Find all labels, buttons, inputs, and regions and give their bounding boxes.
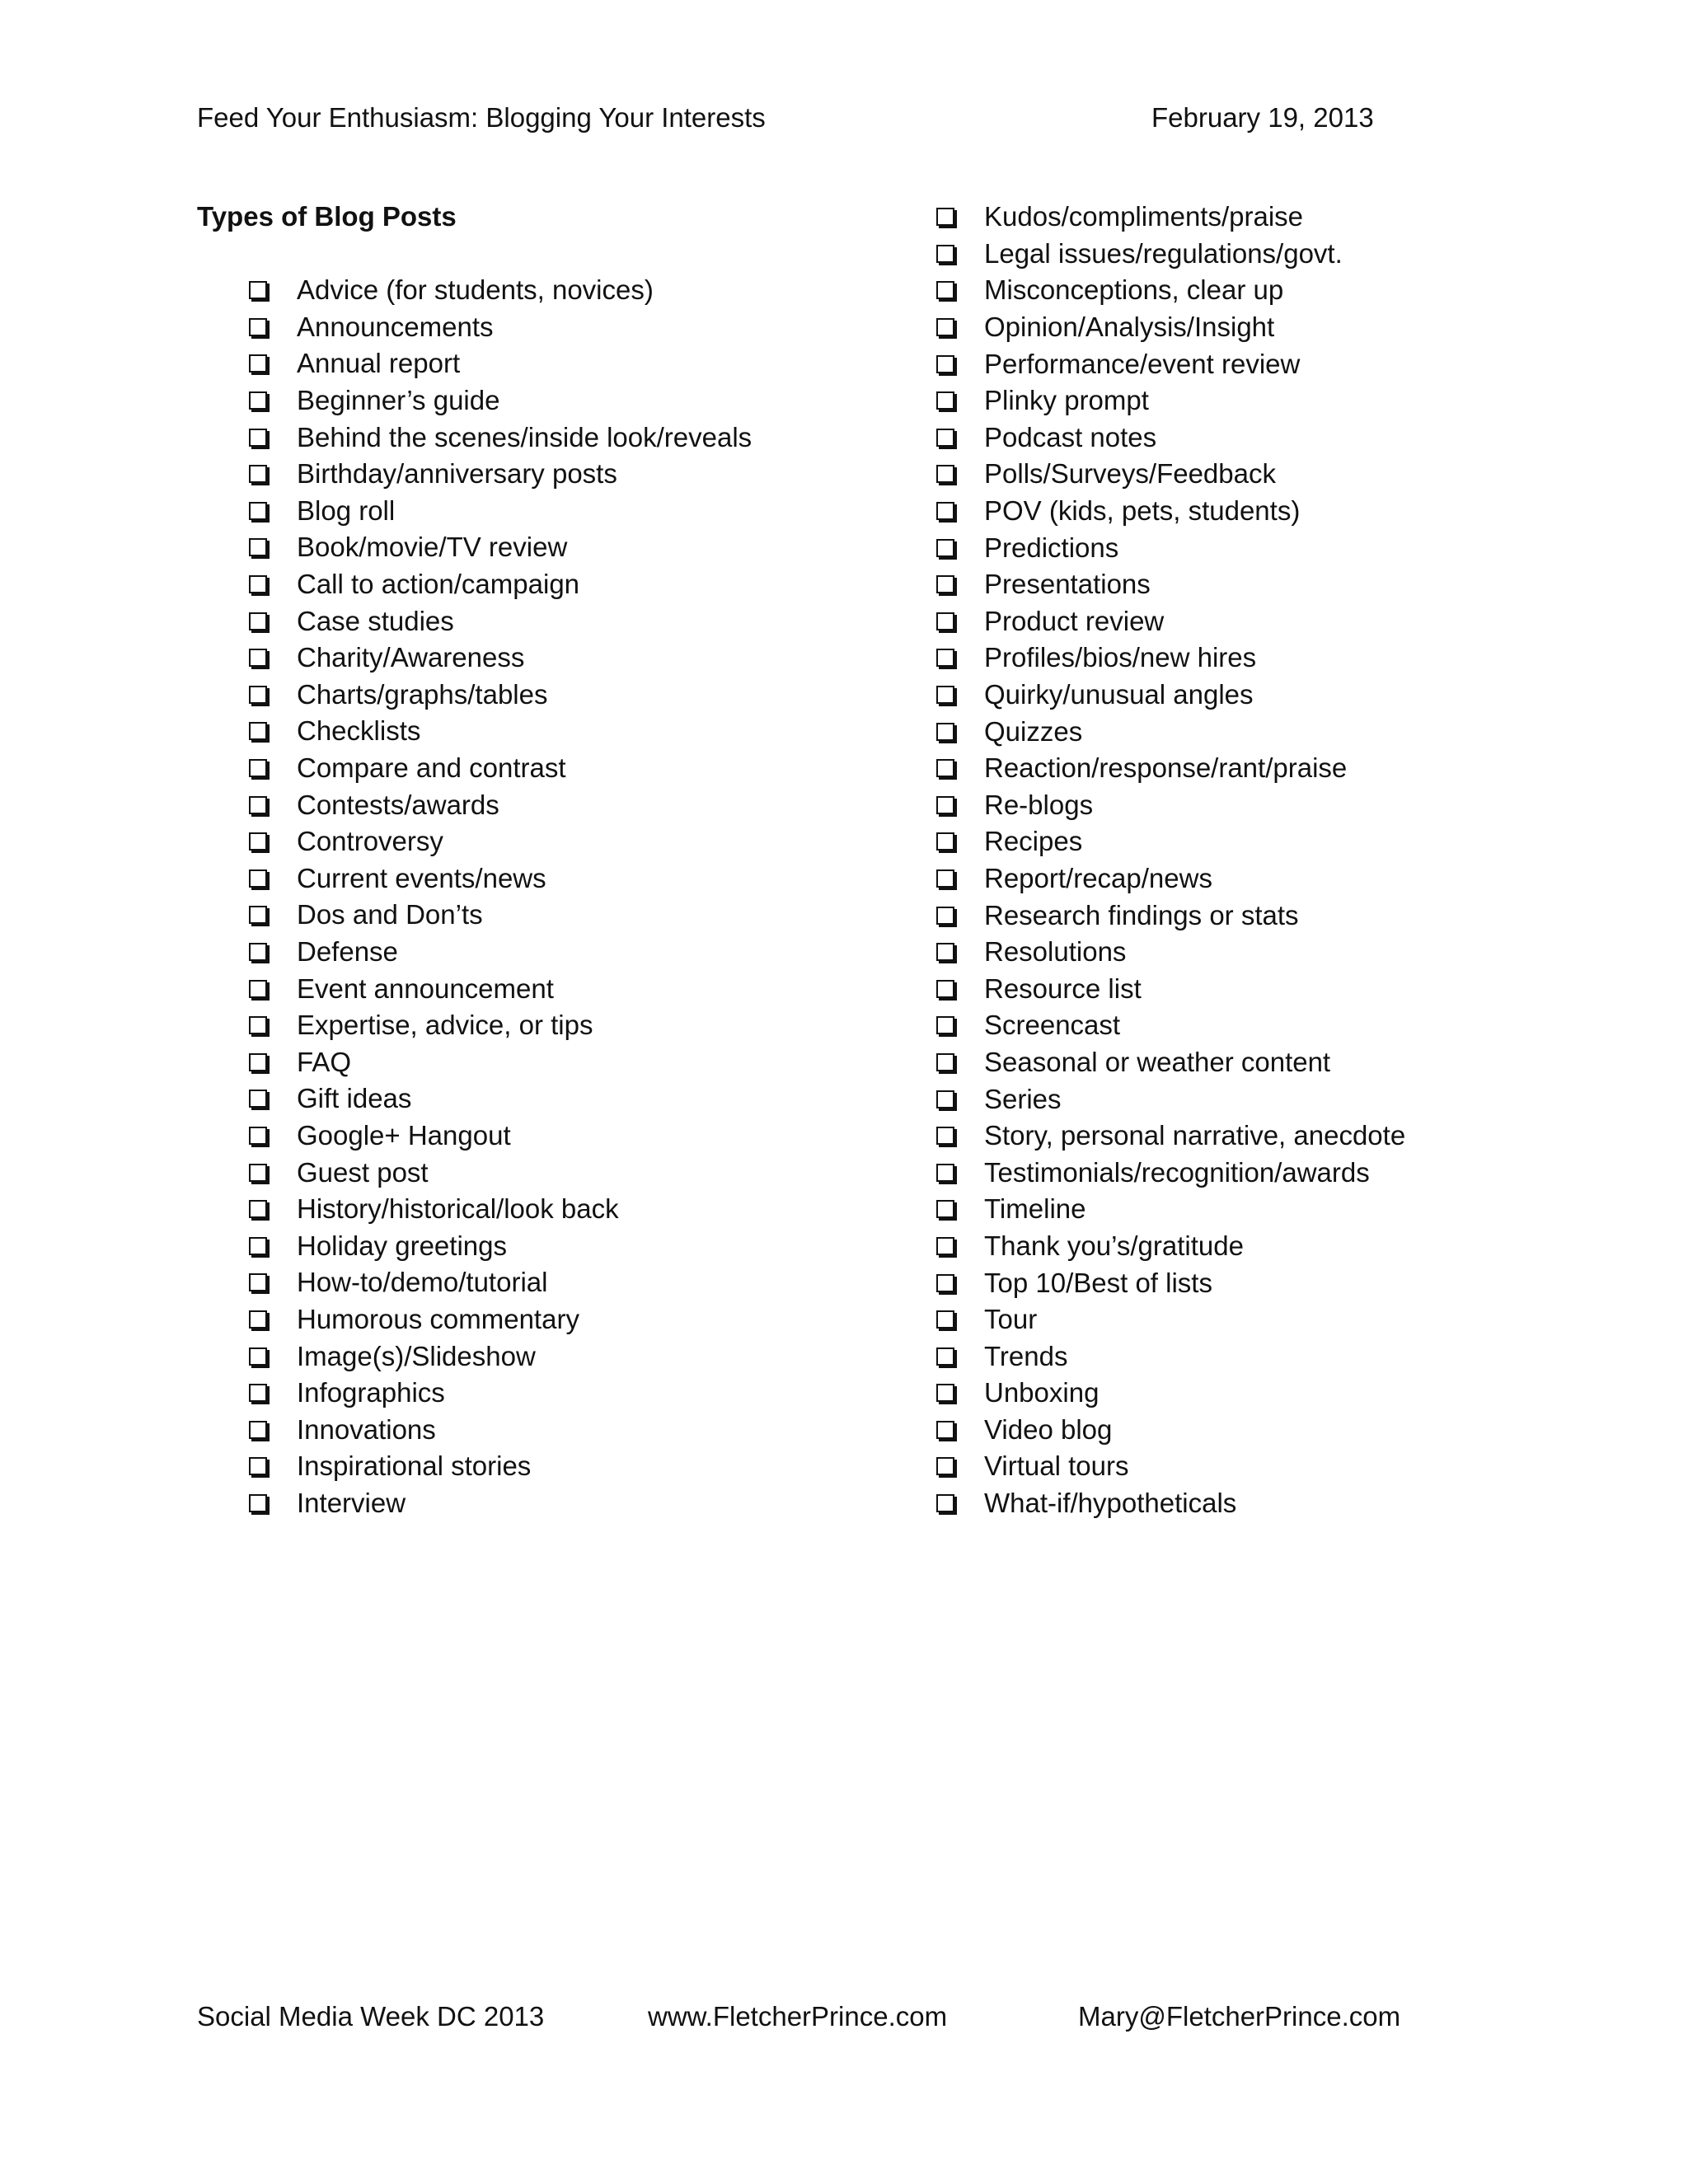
checklist-item-label: Presentations [984, 569, 1151, 600]
checklist-item-label: Series [984, 1083, 1062, 1114]
checklist-item [935, 640, 1405, 677]
checklist-item-label: Dos and Don’ts [297, 899, 483, 930]
checklist-item [247, 750, 752, 787]
checkbox-icon[interactable] [936, 1016, 954, 1034]
checklist-item [935, 970, 1405, 1007]
checklist-item-label: Charity/Awareness [297, 642, 525, 673]
checklist-item-label: Profiles/bios/new hires [984, 642, 1257, 673]
checklist-item-label: Thank you’s/gratitude [984, 1230, 1244, 1261]
checklist-right-column [935, 199, 1405, 1521]
checkbox-icon[interactable] [936, 281, 954, 299]
checklist-item-label: Charts/graphs/tables [297, 678, 548, 710]
checkbox-icon[interactable] [249, 980, 267, 998]
checklist-item-label: Polls/Surveys/Feedback [984, 458, 1276, 490]
checkbox-icon[interactable] [249, 1164, 267, 1182]
checklist-item [247, 1264, 752, 1301]
checklist-item-label: Quizzes [984, 715, 1083, 747]
checklist-item [247, 640, 752, 677]
checklist-item-label: Compare and contrast [297, 752, 566, 784]
checkbox-icon[interactable] [249, 1494, 267, 1512]
checklist-item [247, 1118, 752, 1155]
checkbox-icon[interactable] [936, 1200, 954, 1218]
checklist-item-label: History/historical/look back [297, 1193, 619, 1225]
checklist-item-label: Timeline [984, 1193, 1086, 1225]
checkbox-icon[interactable] [936, 1347, 954, 1366]
checklist-item [935, 493, 1405, 530]
checklist-item-label: Current events/news [297, 862, 546, 893]
checkbox-icon[interactable] [249, 796, 267, 814]
checklist-item-label: Infographics [297, 1377, 445, 1408]
checklist-item-label: Innovations [297, 1413, 436, 1445]
checklist-item-label: Misconceptions, clear up [984, 274, 1284, 306]
checklist-item [247, 823, 752, 860]
checklist-item-label: Unboxing [984, 1377, 1100, 1408]
checklist-item-label: POV (kids, pets, students) [984, 495, 1301, 527]
checklist-item [935, 860, 1405, 898]
checklist-item-label: Gift ideas [297, 1083, 412, 1114]
checklist-item-label: Behind the scenes/inside look/reveals [297, 421, 753, 452]
checklist-item [247, 934, 752, 971]
checklist-item [935, 309, 1405, 346]
checklist-item [935, 1007, 1405, 1044]
checklist-item-label: Blog roll [297, 494, 396, 526]
checkbox-icon[interactable] [936, 539, 954, 557]
checkbox-icon[interactable] [249, 538, 267, 556]
checklist-item [935, 1338, 1405, 1375]
checkbox-icon[interactable] [249, 502, 267, 520]
checklist-item-label: Resolutions [984, 936, 1127, 968]
checklist-item [247, 566, 752, 603]
document-date: February 19, 2013 [1151, 102, 1374, 133]
checklist-item-label: Birthday/anniversary posts [297, 458, 617, 490]
checkbox-icon[interactable] [249, 612, 267, 630]
checklist-item [935, 897, 1405, 934]
section-heading: Types of Blog Posts [197, 201, 457, 232]
checklist-item-label: What-if/hypotheticals [984, 1488, 1237, 1519]
checkbox-icon[interactable] [936, 391, 954, 410]
checklist-item [935, 1118, 1405, 1155]
checkbox-icon[interactable] [249, 1200, 267, 1218]
checkbox-icon[interactable] [249, 869, 267, 888]
checklist-item [935, 1301, 1405, 1338]
checkbox-icon[interactable] [249, 686, 267, 704]
checklist-item-label: Interview [297, 1487, 406, 1518]
checkbox-icon[interactable] [936, 1421, 954, 1439]
checklist-item [935, 1375, 1405, 1412]
checklist-item-label: Testimonials/recognition/awards [984, 1156, 1370, 1188]
checkbox-icon[interactable] [249, 354, 267, 373]
checklist-item [247, 493, 752, 530]
checkbox-icon[interactable] [936, 907, 954, 925]
checkbox-icon[interactable] [936, 832, 954, 851]
checklist-item-label: Annual report [297, 348, 461, 379]
checklist-item [935, 1228, 1405, 1265]
checklist-item-label: Advice (for students, novices) [297, 274, 654, 306]
checklist-item [935, 603, 1405, 640]
checkbox-icon[interactable] [249, 1347, 267, 1366]
checklist-item-label: Case studies [297, 605, 454, 636]
checkbox-icon[interactable] [936, 1053, 954, 1071]
checklist-item [247, 1080, 752, 1118]
checklist-item [247, 1375, 752, 1412]
checklist-item-label: FAQ [297, 1046, 352, 1077]
checkbox-icon[interactable] [936, 796, 954, 814]
checklist-left-column [247, 272, 752, 1521]
checklist-item-label: Report/recap/news [984, 862, 1212, 893]
checklist-item-label: Video blog [984, 1413, 1113, 1445]
checklist-item [247, 1485, 752, 1522]
checklist-item [247, 602, 752, 640]
checklist-item-label: Predictions [984, 532, 1119, 563]
checklist-item [935, 934, 1405, 971]
checklist-item-label: Performance/event review [984, 348, 1301, 379]
checklist-item [935, 1154, 1405, 1191]
checkbox-icon[interactable] [936, 943, 954, 961]
checkbox-icon[interactable] [936, 723, 954, 741]
checklist-item-label: Plinky prompt [984, 385, 1149, 416]
checklist-item-label: Story, personal narrative, anecdote [984, 1120, 1406, 1151]
checkbox-icon[interactable] [249, 906, 267, 924]
checkbox-icon[interactable] [936, 1384, 954, 1402]
checklist-item-label: Beginner’s guide [297, 385, 500, 416]
checklist-item-label: Checklists [297, 715, 421, 747]
checklist-item-label: Legal issues/regulations/govt. [984, 237, 1343, 269]
checklist-item [247, 1154, 752, 1191]
checklist-item-label: Reaction/response/rant/praise [984, 752, 1348, 784]
checklist-item [935, 199, 1405, 236]
checkbox-icon[interactable] [249, 1127, 267, 1145]
checklist-item [935, 456, 1405, 493]
checklist-item [247, 786, 752, 823]
checklist-item [935, 713, 1405, 750]
checklist-item [935, 382, 1405, 419]
checklist-item-label: Guest post [297, 1156, 429, 1188]
checklist-item [247, 1227, 752, 1264]
checklist-item-label: Announcements [297, 311, 494, 342]
checkbox-icon[interactable] [936, 1457, 954, 1475]
checklist-item-label: Book/movie/TV review [297, 532, 568, 563]
checklist-item [935, 1448, 1405, 1485]
checklist-item [935, 1191, 1405, 1228]
checkbox-icon[interactable] [936, 502, 954, 520]
checkbox-icon[interactable] [936, 686, 954, 704]
checklist-item-label: Product review [984, 605, 1165, 636]
checklist-item [247, 345, 752, 382]
checklist-item [935, 677, 1405, 714]
checkbox-icon[interactable] [249, 429, 267, 447]
checklist-item [247, 677, 752, 714]
checklist-item [935, 1044, 1405, 1081]
checklist-item [247, 897, 752, 934]
checkbox-icon[interactable] [936, 980, 954, 998]
checklist-item [935, 1080, 1405, 1118]
checklist-item [247, 456, 752, 493]
checklist-item-label: Screencast [984, 1010, 1121, 1041]
checklist-item-label: How-to/demo/tutorial [297, 1267, 548, 1298]
checklist-item-label: Call to action/campaign [297, 569, 580, 600]
checklist-item [935, 529, 1405, 566]
checklist-item [935, 1264, 1405, 1301]
checkbox-icon[interactable] [936, 1237, 954, 1255]
checkbox-icon[interactable] [249, 465, 267, 483]
checklist-item [247, 309, 752, 346]
checkbox-icon[interactable] [936, 1090, 954, 1108]
checkbox-icon[interactable] [936, 355, 954, 373]
checklist-item-label: Resource list [984, 972, 1142, 1004]
checklist-item [935, 1485, 1405, 1522]
checkbox-icon[interactable] [936, 869, 954, 888]
checkbox-icon[interactable] [249, 1384, 267, 1402]
checkbox-icon[interactable] [936, 208, 954, 226]
footer-website: www.FletcherPrince.com [648, 2001, 948, 2032]
checklist-item-label: Humorous commentary [297, 1303, 579, 1334]
checklist-item [247, 419, 752, 456]
checklist-item [935, 823, 1405, 860]
checklist-item-label: Trends [984, 1340, 1068, 1371]
checkbox-icon[interactable] [936, 318, 954, 336]
checklist-item-label: Research findings or stats [984, 899, 1299, 930]
checkbox-icon[interactable] [249, 1053, 267, 1071]
checkbox-icon[interactable] [249, 832, 267, 851]
checklist-item [935, 419, 1405, 457]
checkbox-icon[interactable] [936, 759, 954, 777]
checkbox-icon[interactable] [249, 1310, 267, 1329]
document-title: Feed Your Enthusiasm: Blogging Your Interests [197, 102, 766, 133]
checkbox-icon[interactable] [249, 722, 267, 740]
checklist-item-label: Expertise, advice, or tips [297, 1010, 593, 1041]
checklist-item [935, 566, 1405, 603]
checklist-item [935, 750, 1405, 787]
checkbox-icon[interactable] [249, 1421, 267, 1439]
checklist-item-label: Seasonal or weather content [984, 1046, 1331, 1077]
checklist-item-label: Re-blogs [984, 789, 1094, 820]
checklist-item-label: Quirky/unusual angles [984, 679, 1254, 710]
checklist-item-label: Opinion/Analysis/Insight [984, 312, 1275, 343]
footer-event: Social Media Week DC 2013 [197, 2001, 545, 2032]
checkbox-icon[interactable] [249, 1237, 267, 1255]
checklist-item-label: Inspirational stories [297, 1451, 532, 1482]
checklist-item-label: Tour [984, 1304, 1038, 1335]
checkbox-icon[interactable] [936, 575, 954, 593]
checklist-item-label: Holiday greetings [297, 1230, 507, 1261]
checklist-item-label: Contests/awards [297, 789, 499, 820]
checkbox-icon[interactable] [249, 1457, 267, 1475]
checklist-item [935, 345, 1405, 382]
checkbox-icon[interactable] [936, 1164, 954, 1182]
footer-email: Mary@FletcherPrince.com [1078, 2001, 1401, 2032]
checkbox-icon[interactable] [936, 429, 954, 447]
checklist-item [247, 272, 752, 309]
checkbox-icon[interactable] [936, 1494, 954, 1512]
checklist-item [247, 1191, 752, 1228]
checkbox-icon[interactable] [249, 1273, 267, 1291]
checklist-item [247, 529, 752, 566]
checkbox-icon[interactable] [936, 1127, 954, 1145]
checkbox-icon[interactable] [249, 1016, 267, 1034]
checkbox-icon[interactable] [249, 575, 267, 593]
checkbox-icon[interactable] [249, 281, 267, 299]
checklist-item-label: Controversy [297, 826, 443, 857]
checkbox-icon[interactable] [936, 1274, 954, 1292]
checklist-item-label: Google+ Hangout [297, 1119, 511, 1151]
checkbox-icon[interactable] [249, 318, 267, 336]
checkbox-icon[interactable] [249, 649, 267, 667]
checklist-item [247, 1338, 752, 1375]
checklist-item-label: Virtual tours [984, 1451, 1129, 1482]
checkbox-icon[interactable] [936, 649, 954, 667]
checklist-item [935, 272, 1405, 309]
checklist-item [935, 236, 1405, 273]
checklist-item [247, 382, 752, 419]
checkbox-icon[interactable] [936, 245, 954, 263]
checklist-item [247, 713, 752, 750]
checkbox-icon[interactable] [249, 943, 267, 961]
checkbox-icon[interactable] [249, 1090, 267, 1108]
checklist-item [247, 860, 752, 898]
checklist-item [247, 1448, 752, 1485]
checkbox-icon[interactable] [249, 759, 267, 777]
checklist-item [247, 1411, 752, 1448]
checklist-item [247, 1007, 752, 1044]
checklist-item-label: Top 10/Best of lists [984, 1267, 1212, 1298]
checkbox-icon[interactable] [936, 465, 954, 483]
checklist-item-label: Recipes [984, 826, 1083, 857]
checklist-item [247, 1043, 752, 1080]
checklist-item-label: Event announcement [297, 972, 554, 1004]
checkbox-icon[interactable] [936, 612, 954, 630]
checklist-item [935, 787, 1405, 824]
checklist-item-label: Defense [297, 935, 398, 967]
checklist-item-label: Kudos/compliments/praise [984, 201, 1304, 232]
checklist-item-label: Podcast notes [984, 421, 1157, 452]
checkbox-icon[interactable] [249, 391, 267, 410]
checklist-item-label: Image(s)/Slideshow [297, 1340, 536, 1371]
checklist-item [247, 970, 752, 1007]
checklist-item [247, 1301, 752, 1338]
checkbox-icon[interactable] [936, 1310, 954, 1329]
checklist-item [935, 1412, 1405, 1449]
